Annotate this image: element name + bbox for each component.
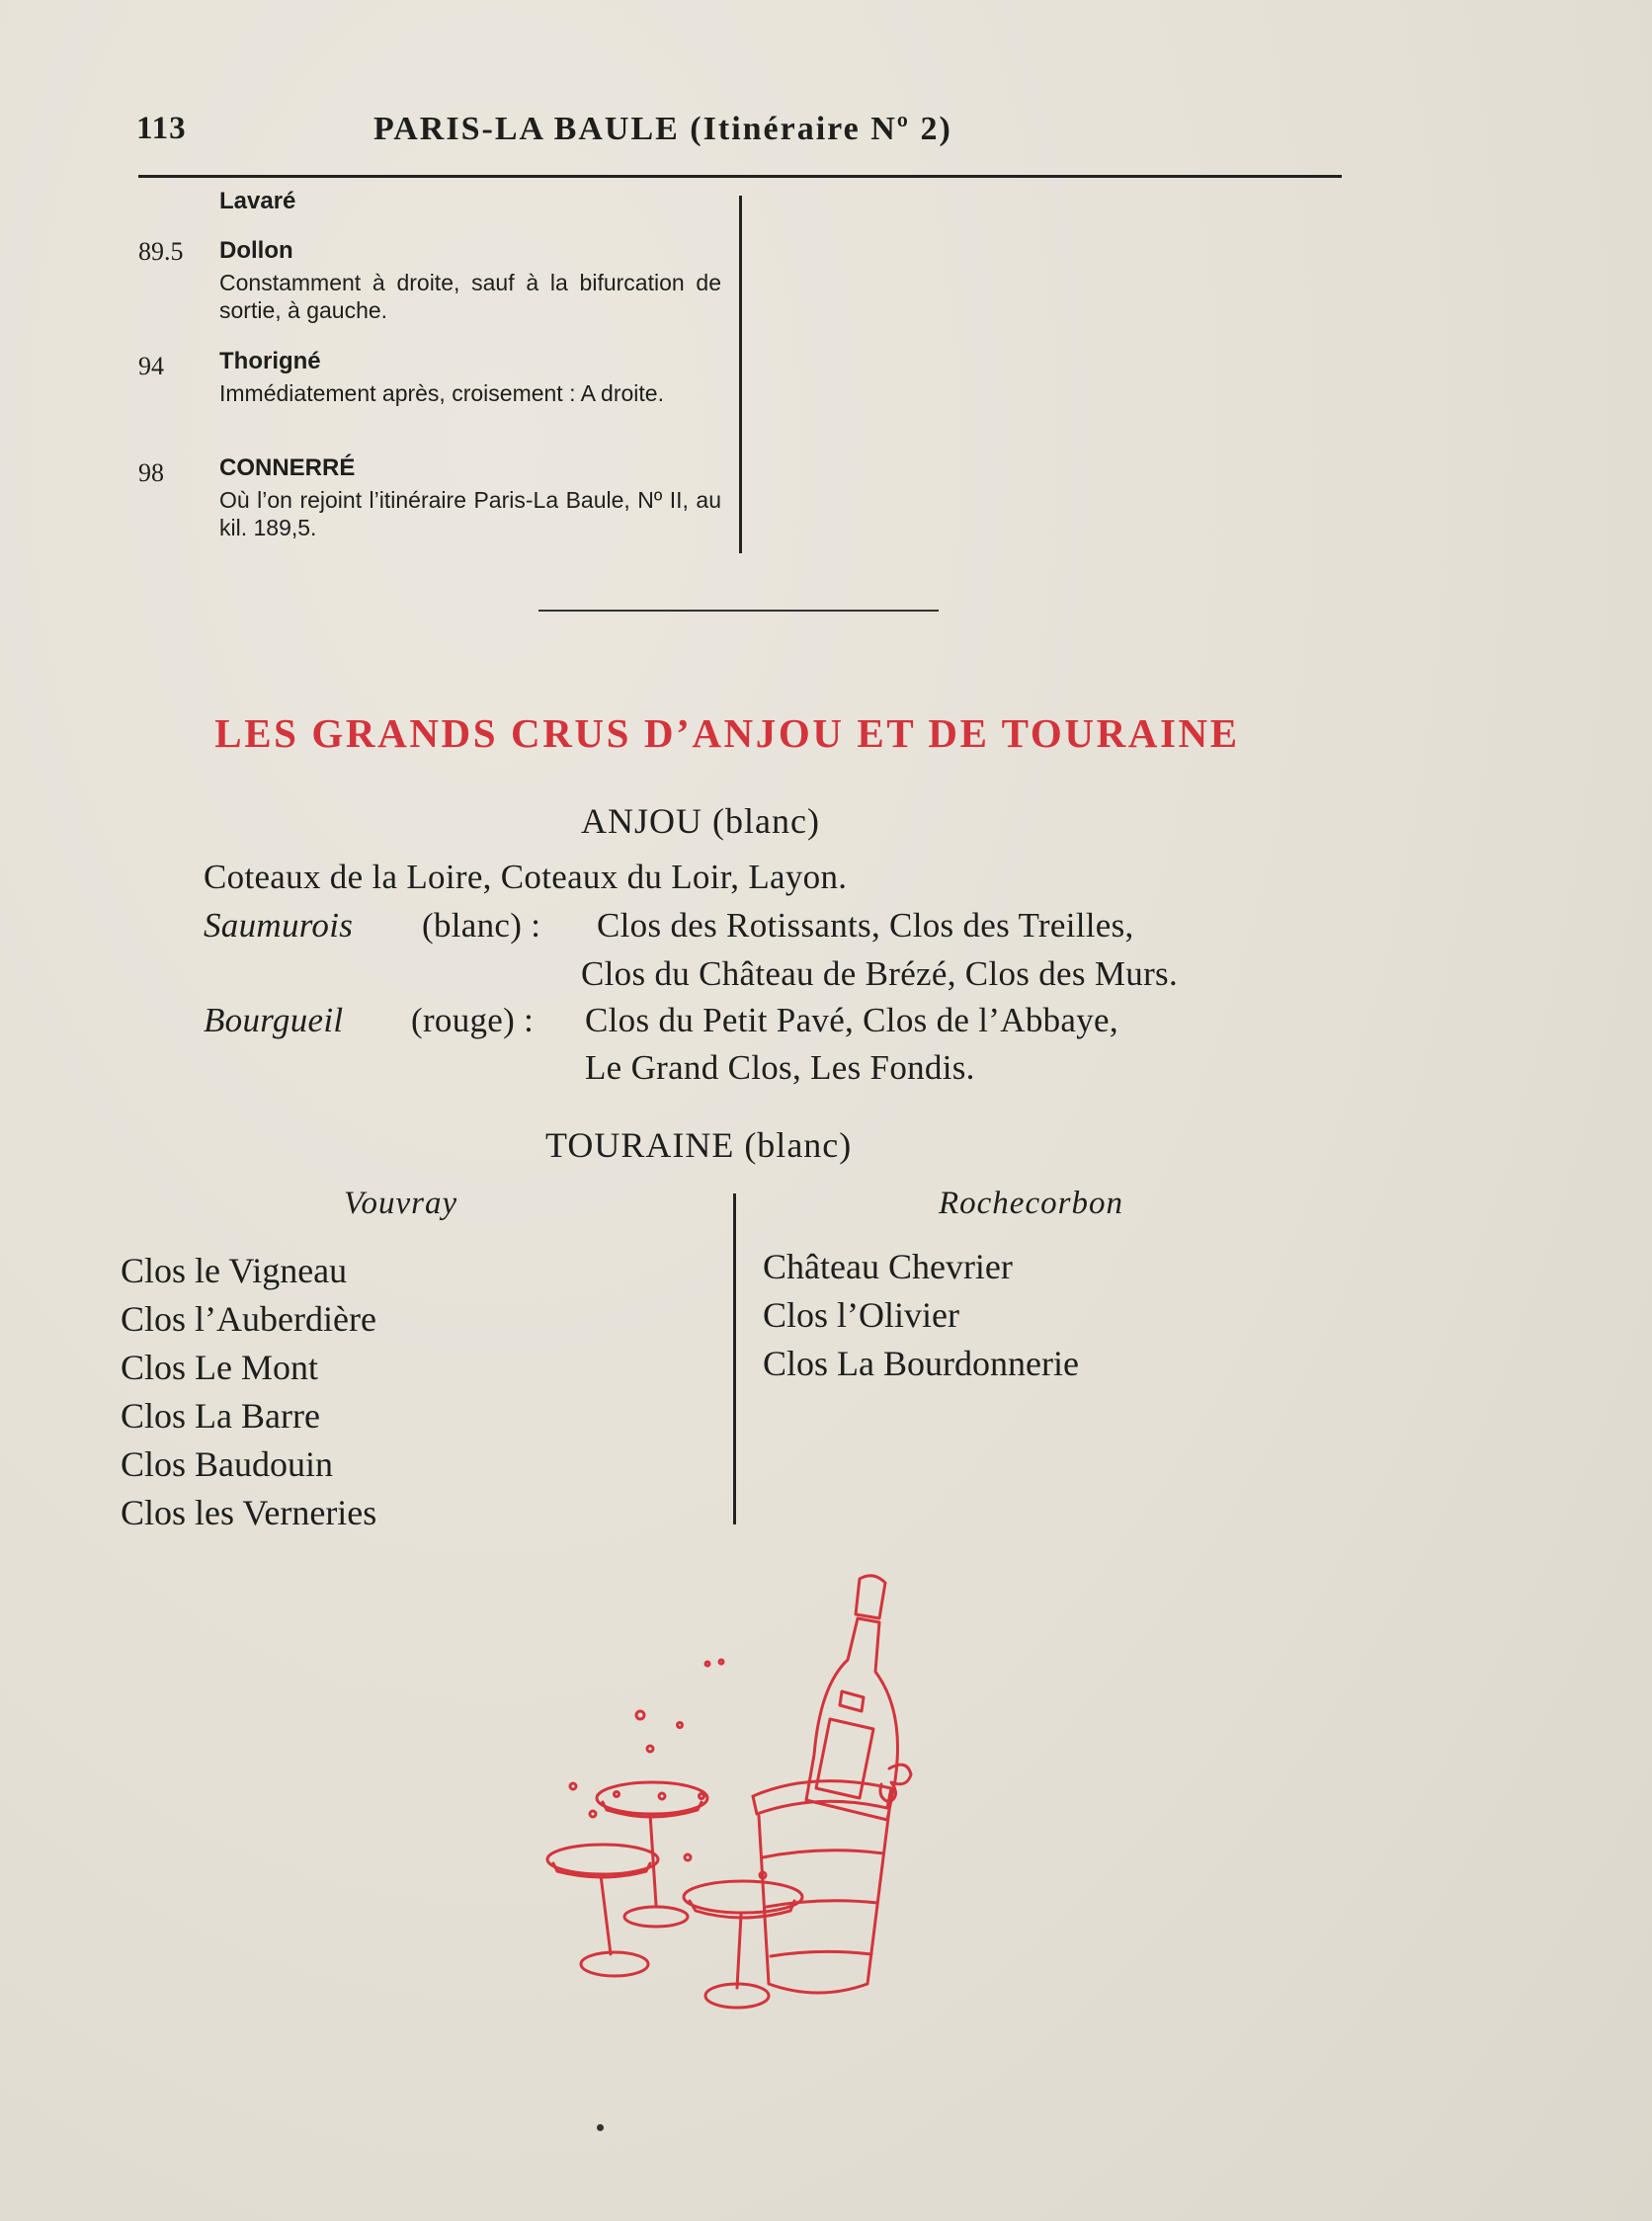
- touraine-column-rule: [733, 1193, 736, 1524]
- bourgueil-type: (rouge) :: [411, 1001, 535, 1039]
- list-item: Clos La Bourdonnerie: [763, 1344, 1079, 1383]
- page-header: [136, 111, 1342, 166]
- vouvray-list: [121, 1247, 376, 1537]
- running-title: PARIS-LA BAULE (Itinéraire Nº 2): [373, 111, 952, 147]
- itinerary-column-rule: [739, 196, 742, 553]
- saumurois-list-1: Clos des Rotissants, Clos des Treilles,: [597, 906, 1134, 945]
- bourgueil-list-1: Clos du Petit Pavé, Clos de l’Abbaye,: [585, 1001, 1118, 1039]
- touraine-heading: TOURAINE (blanc): [545, 1125, 853, 1165]
- stop-description: Constamment à droite, sauf à la bifurcation de sortie, à gauche.: [219, 270, 721, 323]
- rochecorbon-list: [763, 1243, 1079, 1388]
- wine-section-title: LES GRANDS CRUS D’ANJOU ET DE TOURAINE: [214, 710, 1240, 756]
- list-item: Clos le Vigneau: [121, 1251, 348, 1290]
- bourgueil-row: [204, 1001, 343, 1040]
- list-item: Château Chevrier: [763, 1247, 1013, 1286]
- section-rule: [538, 610, 939, 612]
- saumurois-type: (blanc) :: [422, 906, 541, 945]
- stop-name: Lavaré: [219, 188, 296, 214]
- stop-description: Immédiatement après, croisement : A droite.: [219, 380, 664, 406]
- saumurois-row: [204, 906, 353, 946]
- stop-km: 94: [138, 352, 164, 380]
- vouvray-heading: Vouvray: [344, 1186, 458, 1221]
- ink-dot: [597, 2124, 604, 2131]
- bourgueil-list-2: Le Grand Clos, Les Fondis.: [585, 1048, 975, 1087]
- rochecorbon-heading: Rochecorbon: [939, 1186, 1123, 1221]
- list-item: Clos Le Mont: [121, 1348, 319, 1387]
- bourgueil-label: Bourgueil: [204, 1001, 344, 1039]
- list-item: Clos Baudouin: [121, 1444, 334, 1484]
- stop-name: CONNERRÉ: [219, 454, 356, 481]
- page-number: 113: [136, 111, 187, 146]
- saumurois-label: Saumurois: [204, 906, 354, 945]
- stop-name: Dollon: [219, 237, 293, 264]
- list-item: Clos l’Auberdière: [121, 1299, 376, 1339]
- stop-name: Thorigné: [219, 348, 321, 374]
- anjou-line: Coteaux de la Loire, Coteaux du Loir, Layon.: [204, 858, 848, 896]
- stop-km: 89.5: [138, 237, 184, 266]
- anjou-heading: ANJOU (blanc): [581, 801, 820, 841]
- list-item: Clos l’Olivier: [763, 1295, 959, 1335]
- list-item: Clos les Verneries: [121, 1493, 377, 1532]
- stop-description: Où l’on rejoint l’itinéraire Paris-La Baule, Nº II, au kil. 189,5.: [219, 487, 721, 540]
- header-rule: [138, 175, 1342, 178]
- list-item: Clos La Barre: [121, 1396, 320, 1436]
- stop-km: 98: [138, 458, 164, 487]
- saumurois-list-2: Clos du Château de Brézé, Clos des Murs.: [581, 954, 1178, 993]
- champagne-bottle-glasses-icon: [534, 1561, 968, 2015]
